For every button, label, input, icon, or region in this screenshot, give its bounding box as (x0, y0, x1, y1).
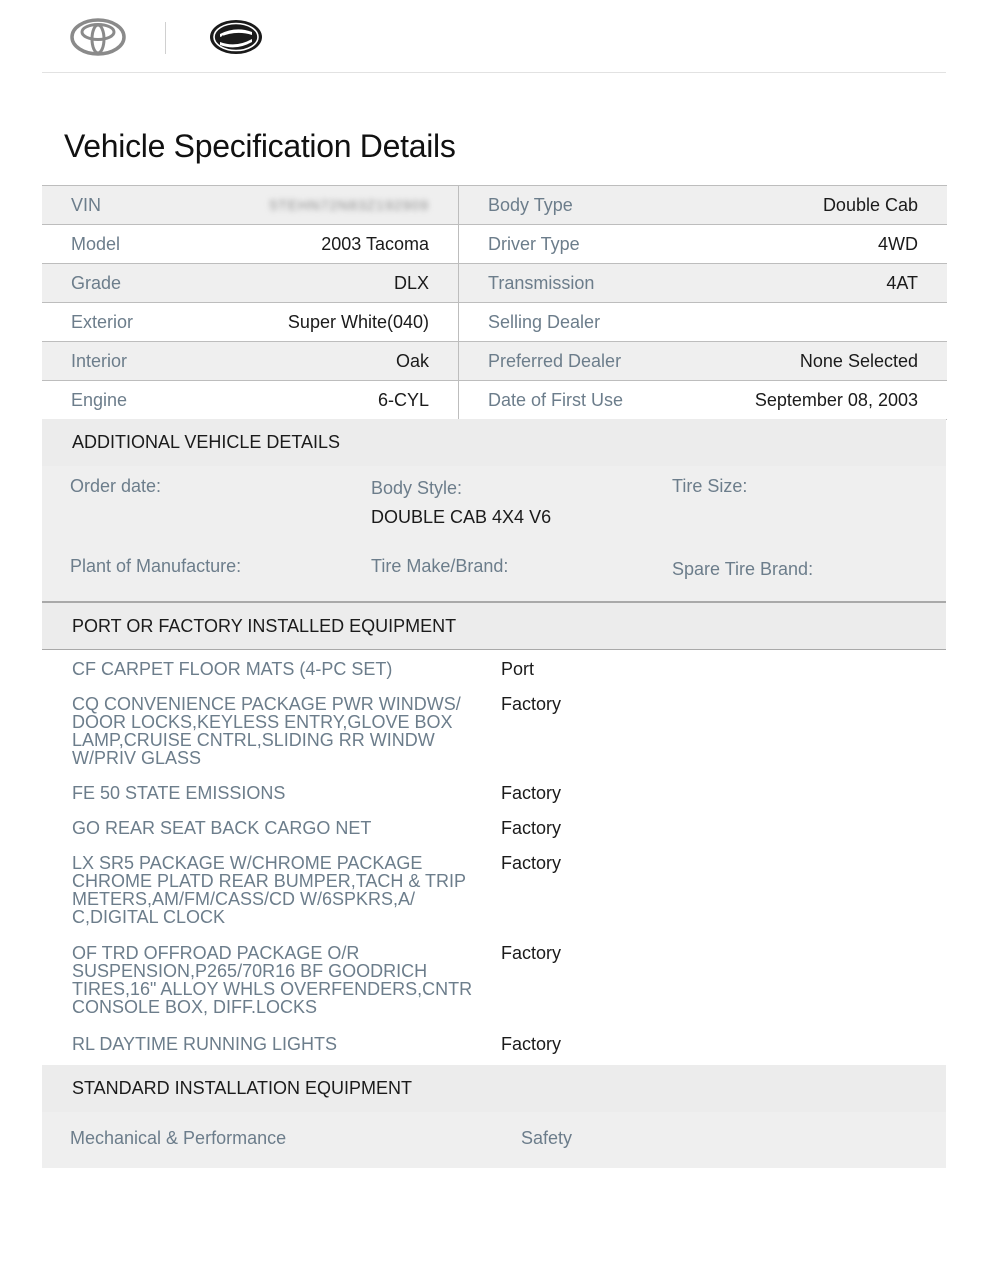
spec-value: 2003 Tacoma (321, 233, 429, 254)
order-date-field (70, 476, 161, 497)
vin-value: 5TEHN72N83Z192909 (269, 197, 429, 213)
standard-equipment-panel (42, 1112, 946, 1168)
spec-cell-engine (42, 381, 459, 419)
spec-value: September 08, 2003 (754, 389, 918, 410)
spec-cell-body-type (459, 186, 947, 224)
plant-field (70, 556, 241, 577)
additional-details-panel (42, 466, 946, 602)
tire-size-field (672, 476, 747, 497)
spec-cell-selling-dealer (459, 303, 947, 341)
spec-cell-interior (42, 342, 459, 380)
standard-equipment-heading: STANDARD INSTALLATION EQUIPMENT (42, 1065, 946, 1113)
logo-divider (165, 22, 166, 54)
page-header (0, 0, 989, 74)
spec-cell-preferred-dealer (459, 342, 947, 380)
equipment-source: Port (501, 659, 535, 679)
spec-label: Body Type (488, 194, 573, 215)
spec-label: Engine (71, 389, 128, 410)
body-style-field (371, 478, 551, 528)
spec-value: None Selected (799, 350, 918, 371)
spec-label: Model (71, 233, 121, 254)
spare-tire-label: Spare Tire Brand: (672, 559, 814, 579)
tire-make-field (371, 556, 508, 577)
spec-label: Grade (71, 272, 122, 293)
body-style-value: DOUBLE CAB 4X4 V6 (371, 507, 552, 527)
spec-row (42, 264, 947, 303)
equipment-desc: FE 50 STATE EMISSIONS (72, 783, 286, 803)
toyota-logo[interactable] (70, 18, 126, 56)
order-date-label: Order date: (70, 476, 162, 496)
spec-cell-transmission (459, 264, 947, 302)
equipment-source: Factory (501, 853, 562, 873)
spec-label: Date of First Use (488, 389, 624, 410)
equipment-source: Factory (501, 1034, 562, 1054)
header-divider (42, 72, 946, 73)
spec-cell-grade (42, 264, 459, 302)
tire-make-label: Tire Make/Brand: (371, 556, 509, 576)
spec-value: 4WD (878, 233, 918, 254)
spec-label: Driver Type (488, 233, 580, 254)
spec-row (42, 186, 947, 225)
page-title: Vehicle Specification Details (64, 128, 456, 164)
spec-cell-driver-type (459, 225, 947, 263)
equipment-source: Factory (501, 783, 562, 803)
spec-row (42, 303, 947, 342)
equipment-desc: CF CARPET FLOOR MATS (4-PC SET) (72, 659, 393, 679)
spec-value: DLX (393, 272, 429, 293)
spec-cell-date-first-use (459, 381, 947, 419)
equipment-source: Factory (501, 818, 562, 838)
spec-value: Double Cab (822, 194, 918, 215)
spec-label: VIN (71, 194, 102, 215)
additional-details-heading: ADDITIONAL VEHICLE DETAILS (42, 419, 946, 467)
spare-tire-field (672, 559, 813, 580)
installed-equipment-heading: PORT OR FACTORY INSTALLED EQUIPMENT (42, 602, 946, 650)
tire-size-label: Tire Size: (672, 476, 748, 496)
spec-label: Transmission (488, 272, 595, 293)
spec-row (42, 225, 947, 264)
body-style-label: Body Style: (371, 478, 463, 498)
spec-cell-exterior (42, 303, 459, 341)
spec-cell-vin (42, 186, 459, 224)
spec-value: 6-CYL (377, 389, 429, 410)
equipment-desc: LX SR5 PACKAGE W/CHROME PACKAGE CHROME PLATD REAR BUMPER,TACH & TRIP METERS,AM/FM/CASS/CD W/6SPKRS,A/ C,DIGITAL CLOCK (72, 853, 466, 927)
spec-label: Exterior (71, 311, 134, 332)
spec-value: Oak (395, 350, 429, 371)
equipment-desc: GO REAR SEAT BACK CARGO NET (72, 818, 372, 838)
scion-logo[interactable] (208, 18, 264, 56)
spec-value: Super White(040) (287, 311, 429, 332)
safety-link[interactable]: Safety (521, 1128, 573, 1148)
equipment-desc: CQ CONVENIENCE PACKAGE PWR WINDWS/ DOOR LOCKS,KEYLESS ENTRY,GLOVE BOX LAMP,CRUISE CNTRL,SLIDING RR WINDW W/PRIV GLASS (72, 694, 461, 768)
spec-label: Selling Dealer (488, 311, 601, 332)
equipment-desc: RL DAYTIME RUNNING LIGHTS (72, 1034, 338, 1054)
equipment-source: Factory (501, 943, 562, 963)
spec-table (42, 185, 947, 420)
equipment-desc: OF TRD OFFROAD PACKAGE O/R SUSPENSION,P265/70R16 BF GOODRICH TIRES,16" ALLOY WHLS OVERFENDERS,CNTR CONSOLE BOX, DIFF.LOCKS (72, 943, 473, 1017)
spec-label: Preferred Dealer (488, 350, 622, 371)
spec-label: Interior (71, 350, 128, 371)
spec-cell-model (42, 225, 459, 263)
plant-label: Plant of Manufacture: (70, 556, 242, 576)
mechanical-performance-link[interactable]: Mechanical & Performance (70, 1128, 287, 1148)
spec-value: 4AT (886, 272, 918, 293)
equipment-source: Factory (501, 694, 562, 714)
spec-row (42, 381, 947, 420)
spec-row (42, 342, 947, 381)
